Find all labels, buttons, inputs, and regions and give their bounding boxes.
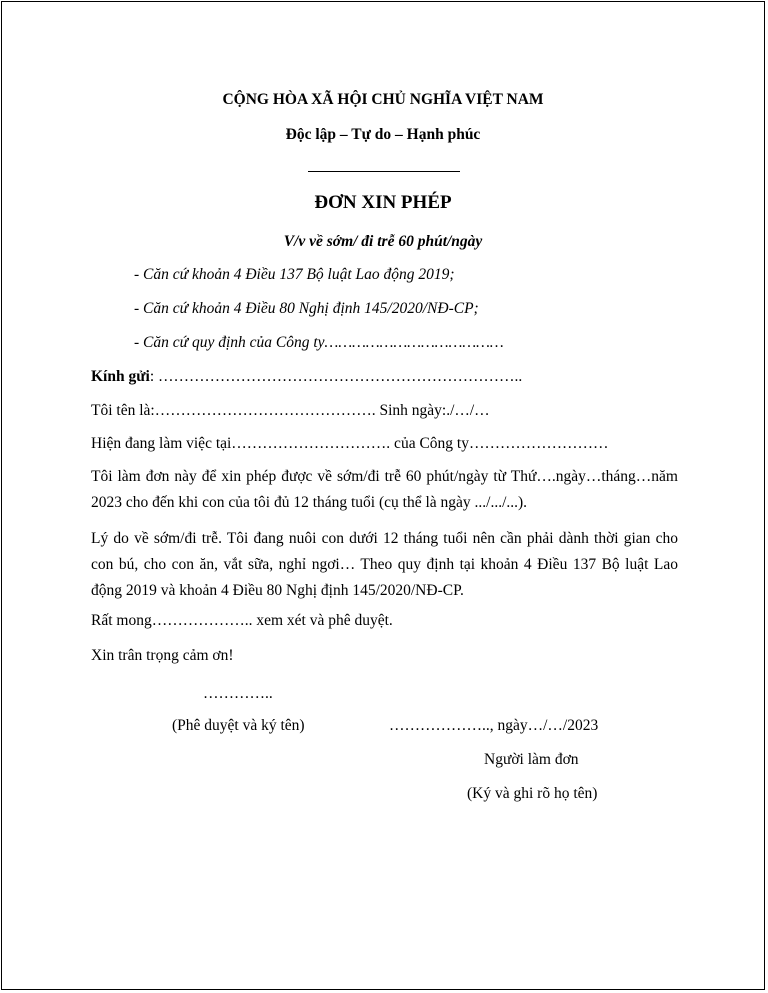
approver-dots: …………..: [203, 685, 273, 702]
legal-basis-item: - Căn cứ quy định của Công ty…………………………………: [134, 334, 504, 351]
signer-date-line: ……………….., ngày…/…/2023: [389, 717, 599, 734]
reason-paragraph: Lý do về sớm/đi trễ. Tôi đang nuôi con dưới 12 tháng tuổi nên cần phải dành thời gian cho con bú, cho con ăn, vắt sữa, nghỉ ngơi… Theo quy định tại khoản 4 Điều 137 Bộ luật Lao động 2019 và khoản 4 Điều 80 Nghị định 145/2020/NĐ-CP.: [91, 530, 678, 599]
legal-basis-item: - Căn cứ khoản 4 Điều 80 Nghị định 145/2020/NĐ-CP;: [134, 300, 479, 317]
legal-basis-item: - Căn cứ khoản 4 Điều 137 Bộ luật Lao động 2019;: [134, 266, 455, 283]
signer-note: (Ký và ghi rõ họ tên): [467, 785, 598, 802]
motto-heading: Độc lập – Tự do – Hạnh phúc: [285, 126, 481, 143]
hope-line: Rất mong……………….. xem xét và phê duyệt.: [91, 612, 393, 629]
recipient-blank: : ……………………………………………………………..: [149, 368, 523, 385]
form-subtitle: V/v về sớm/ đi trễ 60 phút/ngày: [283, 233, 483, 250]
header-divider: [308, 171, 460, 172]
signer-role: Người làm đơn: [484, 751, 579, 768]
workplace-line: Hiện đang làm việc tại…………………………. của Công ty………………………: [91, 435, 609, 452]
recipient-label: Kính gửi: [91, 368, 150, 385]
name-line: Tôi tên là:……………………………………. Sinh ngày:./…/…: [91, 402, 490, 419]
request-paragraph: Tôi làm đơn này để xin phép được về sớm/đi trễ 60 phút/ngày từ Thứ….ngày…tháng…năm 2023 cho đến khi con của tôi đủ 12 tháng tuổi (cụ thể là ngày .../.../...).: [91, 468, 678, 511]
thanks-line: Xin trân trọng cảm ơn!: [91, 647, 234, 664]
country-heading: CỘNG HÒA XÃ HỘI CHỦ NGHĨA VIỆT NAM: [222, 91, 544, 108]
recipient-line: [91, 368, 522, 386]
form-title: ĐƠN XIN PHÉP: [314, 192, 452, 213]
approver-label: (Phê duyệt và ký tên): [172, 717, 305, 734]
